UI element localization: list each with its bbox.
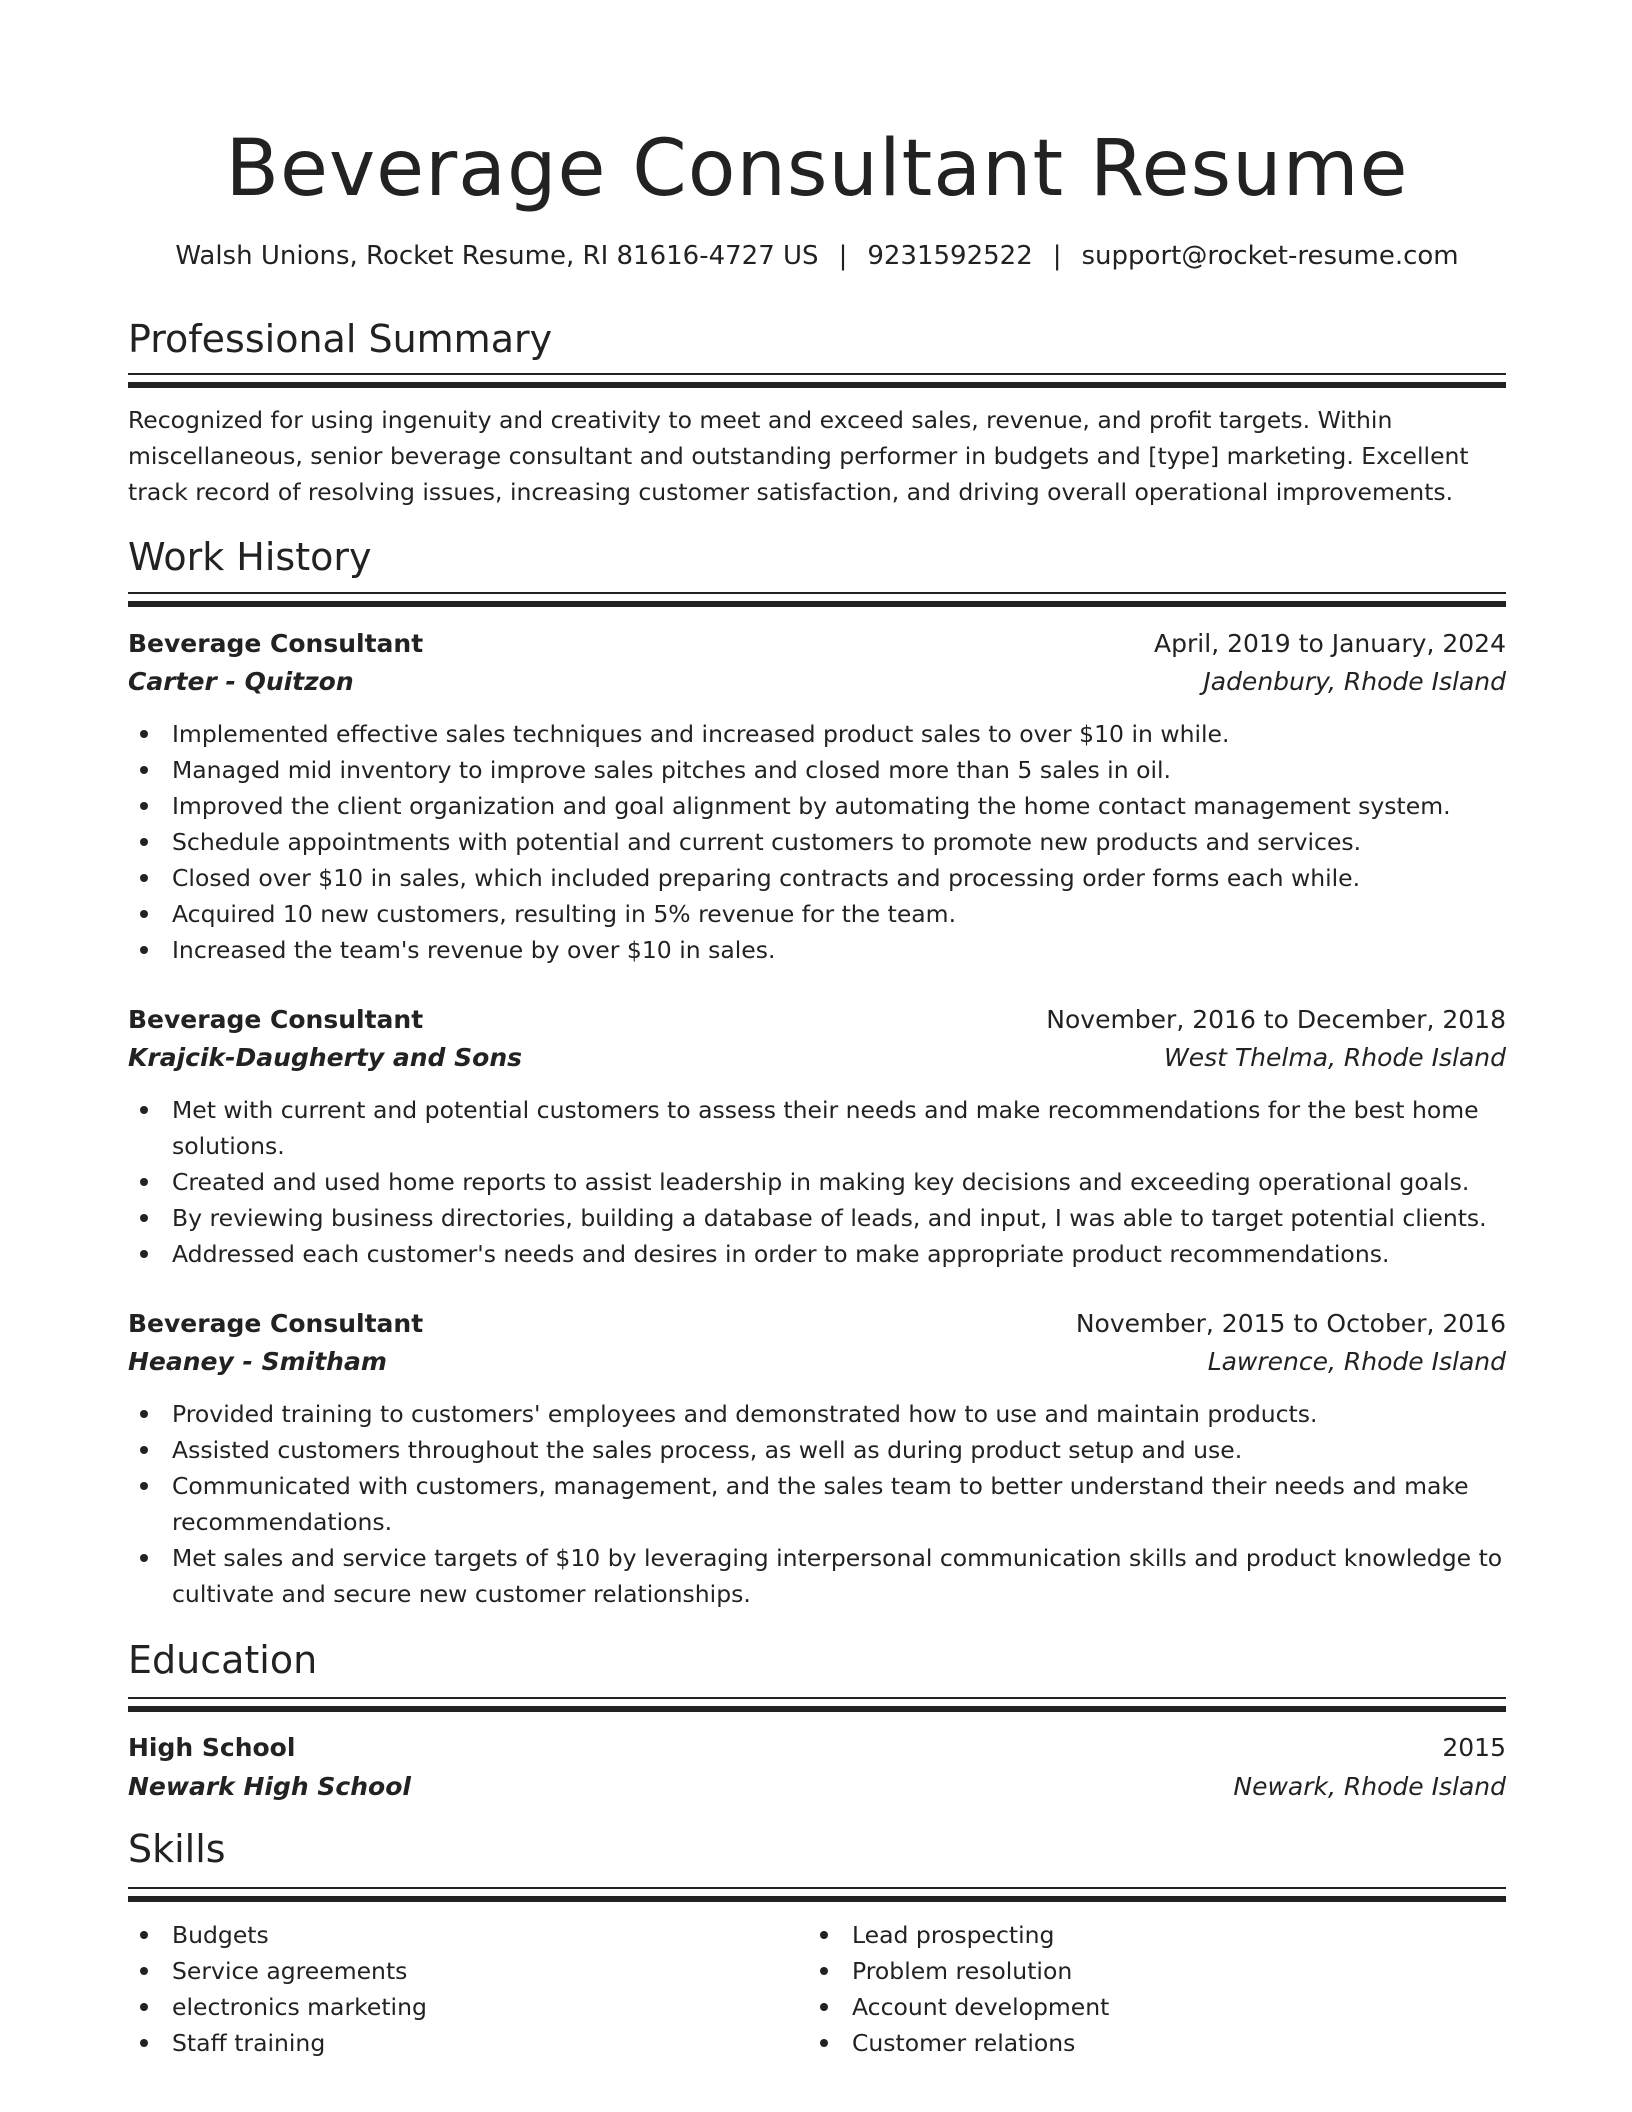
- job-dates: April, 2019 to January, 2024: [1154, 628, 1506, 658]
- list-item: Budgets: [172, 1917, 1506, 1953]
- list-item: Improved the client organization and goal alignment by automating the home contact management system.: [172, 788, 1506, 824]
- section-divider: [128, 1697, 1506, 1712]
- education-year: 2015: [1442, 1732, 1506, 1762]
- job-header: [128, 1000, 1506, 1038]
- job-header: [128, 624, 1506, 662]
- list-item: Created and used home reports to assist leadership in making key decisions and exceeding operational goals.: [172, 1164, 1506, 1200]
- job-dates: November, 2016 to December, 2018: [1046, 1004, 1506, 1034]
- section-divider: [128, 592, 1506, 607]
- list-item: By reviewing business directories, building a database of leads, and input, I was able to target potential clients.: [172, 1200, 1506, 1236]
- list-item: Addressed each customer's needs and desires in order to make appropriate product recommendations.: [172, 1236, 1506, 1272]
- education-school-row: [128, 1767, 1506, 1805]
- list-item: Assisted customers throughout the sales process, as well as during product setup and use.: [172, 1432, 1506, 1468]
- list-item: Staff training: [172, 2025, 1506, 2061]
- page-title: Beverage Consultant Resume: [225, 124, 1409, 214]
- contact-phone: 9231592522: [867, 241, 1033, 271]
- skills-list-right: [808, 1917, 1632, 2061]
- job-header: [128, 1304, 1506, 1342]
- list-item: Met with current and potential customers to assess their needs and make recommendations for the best home solutions.: [172, 1092, 1506, 1164]
- job-employer-row: [128, 1038, 1506, 1076]
- list-item: Implemented effective sales techniques and increased product sales to over $10 in while.: [172, 716, 1506, 752]
- skills-heading: Skills: [128, 1827, 226, 1871]
- education-header: [128, 1728, 1506, 1766]
- job-bullets: [128, 1092, 1506, 1272]
- job-company: Krajcik-Daugherty and Sons: [128, 1042, 523, 1072]
- job-location: West Thelma, Rhode Island: [1164, 1042, 1506, 1072]
- list-item: Account development: [852, 1989, 1632, 2025]
- job-employer-row: [128, 662, 1506, 700]
- job-location: Jadenbury, Rhode Island: [1203, 666, 1506, 696]
- job-company: Carter - Quitzon: [128, 666, 354, 696]
- section-divider: [128, 1887, 1506, 1902]
- list-item: Communicated with customers, management, and the sales team to better understand their needs and make recommendations.: [172, 1468, 1506, 1540]
- job-title: Beverage Consultant: [128, 1004, 424, 1034]
- job-title: Beverage Consultant: [128, 1308, 424, 1338]
- summary-text: Recognized for using ingenuity and creativity to meet and exceed sales, revenue, and profit targets. Within miscellaneous, senior beverage consultant and outstanding performer in budgets and [type] marketing. Excellent track record of resolving issues, increasing customer satisfaction, and driving overall operational improvements.: [128, 406, 1469, 506]
- list-item: Acquired 10 new customers, resulting in 5% revenue for the team.: [172, 896, 1506, 932]
- summary-heading: Professional Summary: [128, 317, 553, 361]
- list-item: Met sales and service targets of $10 by leveraging interpersonal communication skills and product knowledge to cultivate and secure new customer relationships.: [172, 1540, 1506, 1612]
- contact-address: Walsh Unions, Rocket Resume, RI 81616-4727 US: [175, 241, 819, 271]
- education-degree: High School: [128, 1732, 296, 1762]
- list-item: Customer relations: [852, 2025, 1632, 2061]
- job-location: Lawrence, Rhode Island: [1207, 1346, 1506, 1376]
- list-item: Managed mid inventory to improve sales pitches and closed more than 5 sales in oil.: [172, 752, 1506, 788]
- list-item: Increased the team's revenue by over $10 in sales.: [172, 932, 1506, 968]
- list-item: Problem resolution: [852, 1953, 1632, 1989]
- contact-separator: |: [838, 241, 848, 271]
- list-item: Schedule appointments with potential and current customers to promote new products and services.: [172, 824, 1506, 860]
- job-bullets: [128, 716, 1506, 968]
- education-heading: Education: [128, 1638, 318, 1682]
- job-employer-row: [128, 1342, 1506, 1380]
- contact-separator: |: [1052, 241, 1062, 271]
- contact-email: support@rocket-resume.com: [1081, 241, 1459, 271]
- section-divider: [128, 373, 1506, 388]
- job-dates: November, 2015 to October, 2016: [1075, 1308, 1506, 1338]
- job-company: Heaney - Smitham: [128, 1346, 387, 1376]
- job-title: Beverage Consultant: [128, 628, 424, 658]
- education-school: Newark High School: [128, 1771, 411, 1801]
- list-item: Closed over $10 in sales, which included preparing contracts and processing order forms each while.: [172, 860, 1506, 896]
- contact-line: [128, 238, 1506, 274]
- work-history-heading: Work History: [128, 535, 372, 579]
- list-item: Service agreements: [172, 1953, 1506, 1989]
- list-item: electronics marketing: [172, 1989, 1506, 2025]
- list-item: Lead prospecting: [852, 1917, 1632, 1953]
- education-location: Newark, Rhode Island: [1233, 1771, 1506, 1801]
- job-bullets: [128, 1396, 1506, 1612]
- list-item: Provided training to customers' employees and demonstrated how to use and maintain products.: [172, 1396, 1506, 1432]
